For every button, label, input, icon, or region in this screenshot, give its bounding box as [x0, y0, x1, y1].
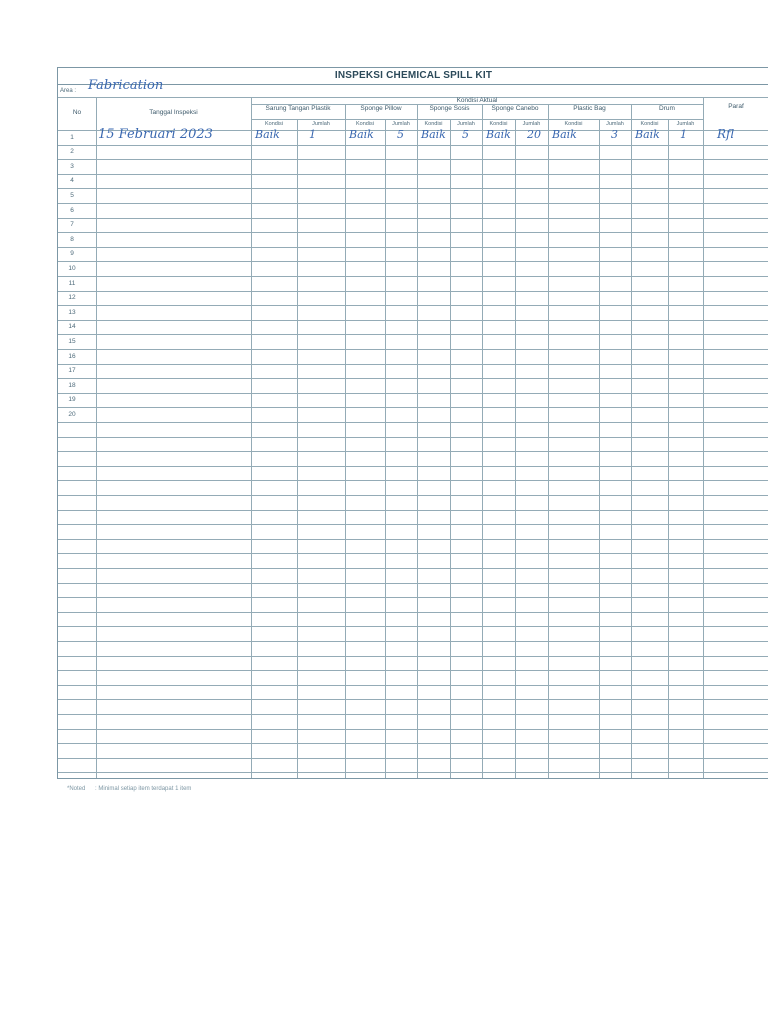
- row-line: [58, 466, 768, 467]
- row-line: [58, 320, 768, 321]
- footnote-label: *Noted: [67, 786, 86, 792]
- entry-jumlah: 20: [527, 128, 541, 141]
- header-jumlah: Jumlah: [392, 121, 410, 127]
- row-number: 7: [70, 221, 74, 229]
- column-line: [297, 119, 298, 778]
- header-jumlah: Jumlah: [312, 121, 330, 127]
- row-line: [58, 159, 768, 160]
- entry-kondisi: Baik: [552, 128, 577, 141]
- header-kondisi: Kondisi: [564, 121, 583, 127]
- entry-kondisi: Baik: [421, 128, 446, 141]
- entry-jumlah: 5: [462, 128, 469, 141]
- row-number: 20: [68, 410, 76, 418]
- row-line: [58, 451, 768, 452]
- row-line: [58, 305, 768, 306]
- entry-paraf-signature: Rfl: [717, 127, 735, 141]
- header-item: Drum: [659, 105, 675, 112]
- entry-jumlah: 1: [309, 128, 316, 141]
- row-line: [58, 276, 768, 277]
- header-jumlah: Jumlah: [606, 121, 624, 127]
- row-line: [58, 378, 768, 379]
- row-line: [58, 203, 768, 204]
- header-kondisi: Kondisi: [355, 121, 375, 127]
- column-line: [515, 119, 516, 778]
- row-line: [58, 743, 768, 744]
- row-line: [58, 597, 768, 598]
- row-line: [58, 349, 768, 350]
- row-number: 11: [68, 279, 76, 287]
- row-line: [58, 714, 768, 715]
- row-line: [58, 145, 768, 146]
- column-line: [482, 104, 483, 778]
- column-line: [548, 104, 549, 778]
- row-line: [58, 188, 768, 189]
- column-line: [631, 104, 632, 778]
- row-line: [58, 612, 768, 613]
- column-line: [703, 97, 704, 778]
- entry-jumlah: 1: [680, 128, 687, 141]
- row-line: [58, 656, 768, 657]
- row-line: [58, 174, 768, 175]
- row-line: [58, 247, 768, 248]
- row-number: 6: [70, 206, 74, 214]
- column-line: [251, 97, 252, 778]
- row-line: [58, 772, 768, 773]
- row-number: 3: [70, 162, 74, 170]
- column-line: [599, 119, 600, 778]
- row-number: 1: [70, 133, 74, 141]
- row-number: 9: [70, 250, 74, 258]
- footnote: [67, 786, 199, 792]
- subheader-line: [251, 119, 703, 120]
- row-number: 19: [68, 396, 76, 404]
- entry-jumlah: 3: [611, 128, 618, 141]
- column-line: [96, 97, 97, 778]
- inspection-form: [57, 67, 768, 779]
- row-number: 14: [68, 323, 76, 331]
- header-kondisi: Kondisi: [264, 121, 284, 127]
- row-number: 8: [70, 235, 74, 243]
- row-line: [58, 218, 768, 219]
- row-line: [58, 729, 768, 730]
- column-line: [668, 119, 669, 778]
- row-number: 4: [70, 177, 74, 185]
- header-no: No: [72, 109, 82, 116]
- row-line: [58, 364, 768, 365]
- header-item: Plastic Bag: [573, 105, 606, 112]
- row-line: [58, 437, 768, 438]
- row-line: [58, 699, 768, 700]
- row-line: [58, 685, 768, 686]
- entry-kondisi: Baik: [255, 128, 280, 141]
- row-number: 10: [68, 264, 76, 272]
- row-line: [58, 670, 768, 671]
- header-paraf: Paraf: [728, 103, 744, 110]
- row-line: [58, 480, 768, 481]
- row-number: 15: [68, 337, 76, 345]
- row-line: [58, 641, 768, 642]
- header-jumlah: Jumlah: [457, 121, 475, 127]
- header-jumlah: Jumlah: [522, 121, 541, 127]
- row-number: 18: [68, 381, 76, 389]
- row-line: [58, 524, 768, 525]
- header-item: Sponge Pillow: [360, 105, 402, 112]
- column-line: [345, 104, 346, 778]
- entry-kondisi: Baik: [486, 128, 511, 141]
- row-line: [58, 393, 768, 394]
- row-line: [58, 626, 768, 627]
- entry-tanggal: 15 Februari 2023: [98, 127, 213, 142]
- header-item: Sarung Tangan Plastik: [265, 105, 331, 112]
- row-line: [58, 583, 768, 584]
- inspection-table: [58, 97, 768, 778]
- row-number: 17: [68, 367, 76, 375]
- footnote-text: : Minimal setiap item terdapat 1 item: [95, 786, 192, 792]
- column-line: [385, 119, 386, 778]
- entry-kondisi: Baik: [635, 128, 660, 141]
- header-item: Sponge Sosis: [429, 105, 470, 112]
- row-line: [58, 495, 768, 496]
- header-item: Sponge Canebo: [491, 105, 539, 112]
- row-number: 5: [70, 191, 74, 199]
- row-line: [58, 539, 768, 540]
- row-number: 16: [68, 352, 76, 360]
- header-kondisi: Kondisi: [489, 121, 508, 127]
- row-line: [58, 334, 768, 335]
- row-line: [58, 553, 768, 554]
- area-value-handwritten: Fabrication: [88, 78, 164, 93]
- column-line: [417, 104, 418, 778]
- row-line: [58, 568, 768, 569]
- row-line: [58, 510, 768, 511]
- header-kondisi-aktual: Kondisi Aktual: [456, 97, 498, 104]
- column-line: [450, 119, 451, 778]
- row-number: 2: [70, 148, 74, 156]
- row-line: [58, 422, 768, 423]
- form-title: INSPEKSI CHEMICAL SPILL KIT: [334, 70, 493, 81]
- row-line: [58, 291, 768, 292]
- area-label: Area :: [60, 88, 77, 94]
- header-tanggal: Tanggal Inspeksi: [149, 109, 198, 116]
- entry-kondisi: Baik: [349, 128, 374, 141]
- row-line: [58, 232, 768, 233]
- row-number: 13: [68, 308, 76, 316]
- header-jumlah: Jumlah: [676, 121, 695, 127]
- entry-jumlah: 5: [397, 128, 404, 141]
- row-number: 12: [68, 294, 76, 302]
- header-kondisi: Kondisi: [640, 121, 659, 127]
- row-line: [58, 407, 768, 408]
- title-divider: [58, 84, 768, 85]
- row-line: [58, 758, 768, 759]
- row-line: [58, 261, 768, 262]
- header-kondisi: Kondisi: [424, 121, 443, 127]
